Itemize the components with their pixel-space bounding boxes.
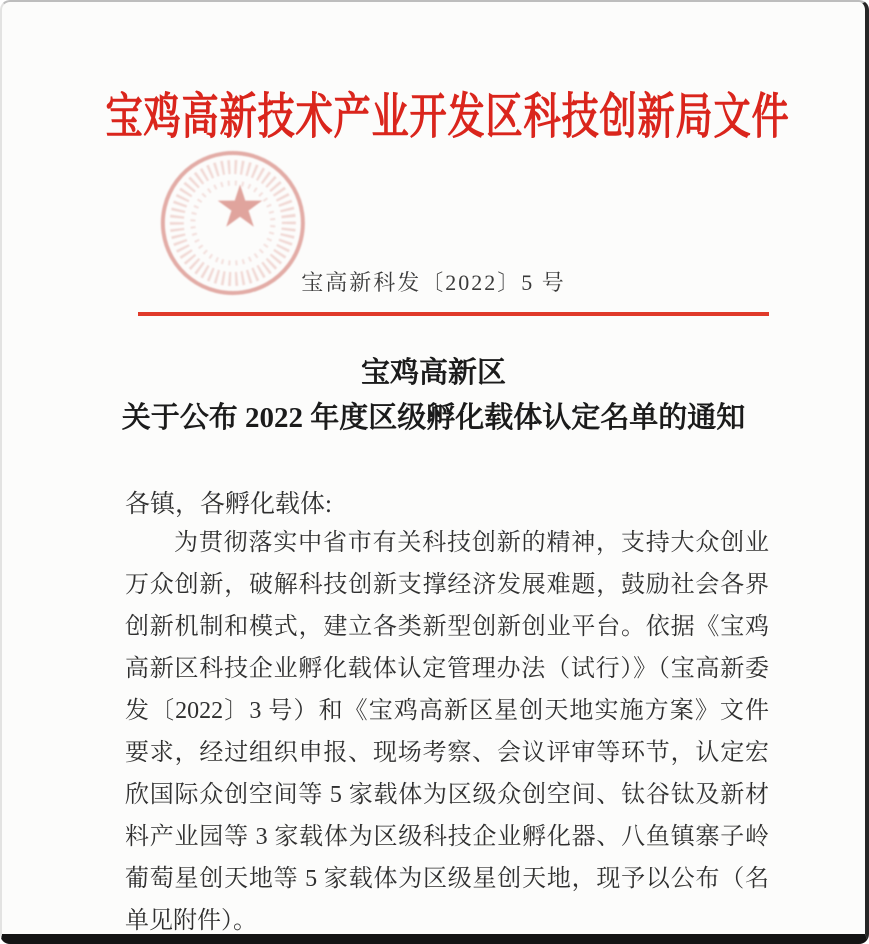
body-line: 发〔2022〕3 号）和《宝鸡高新区星创天地实施方案》文件 [125, 698, 769, 724]
salutation: 各镇，各孵化载体: [125, 491, 332, 518]
body-line: 料产业园等 3 家载体为区级科技企业孵化器、八鱼镇寨子岭 [125, 824, 769, 850]
body-line: 高新区科技企业孵化载体认定管理办法（试行）》（宝高新委 [125, 656, 769, 682]
document-title [2, 351, 865, 441]
red-separator-line [138, 312, 769, 316]
agency-header-title: 宝鸡高新技术产业开发区科技创新局文件 [105, 89, 790, 144]
document-title-line2: 关于公布 2022 年度区级孵化载体认定名单的通知 [121, 402, 746, 434]
document-title-line1: 宝鸡高新区 [360, 357, 506, 389]
body-line: 创新机制和模式，建立各类新型创新创业平台。依据《宝鸡 [125, 614, 769, 640]
body-line: 单见附件）。 [125, 908, 257, 934]
body-line: 万众创新，破解科技创新支撑经济发展难题，鼓励社会各界 [125, 572, 769, 598]
body-line: 欣国际众创空间等 5 家载体为区级众创空间、钛谷钛及新材 [125, 782, 769, 808]
document-body [125, 522, 769, 942]
star-icon: ★ [214, 174, 266, 240]
body-line: 要求，经过组织申报、现场考察、会议评审等环节，认定宏 [125, 740, 769, 766]
document-number: 宝高新科发〔2022〕5 号 [301, 270, 566, 295]
body-line: 为贯彻落实中省市有关科技创新的精神，支持大众创业 [174, 530, 769, 556]
body-line: 葡萄星创天地等 5 家载体为区级星创天地，现予以公布（名 [125, 866, 769, 892]
